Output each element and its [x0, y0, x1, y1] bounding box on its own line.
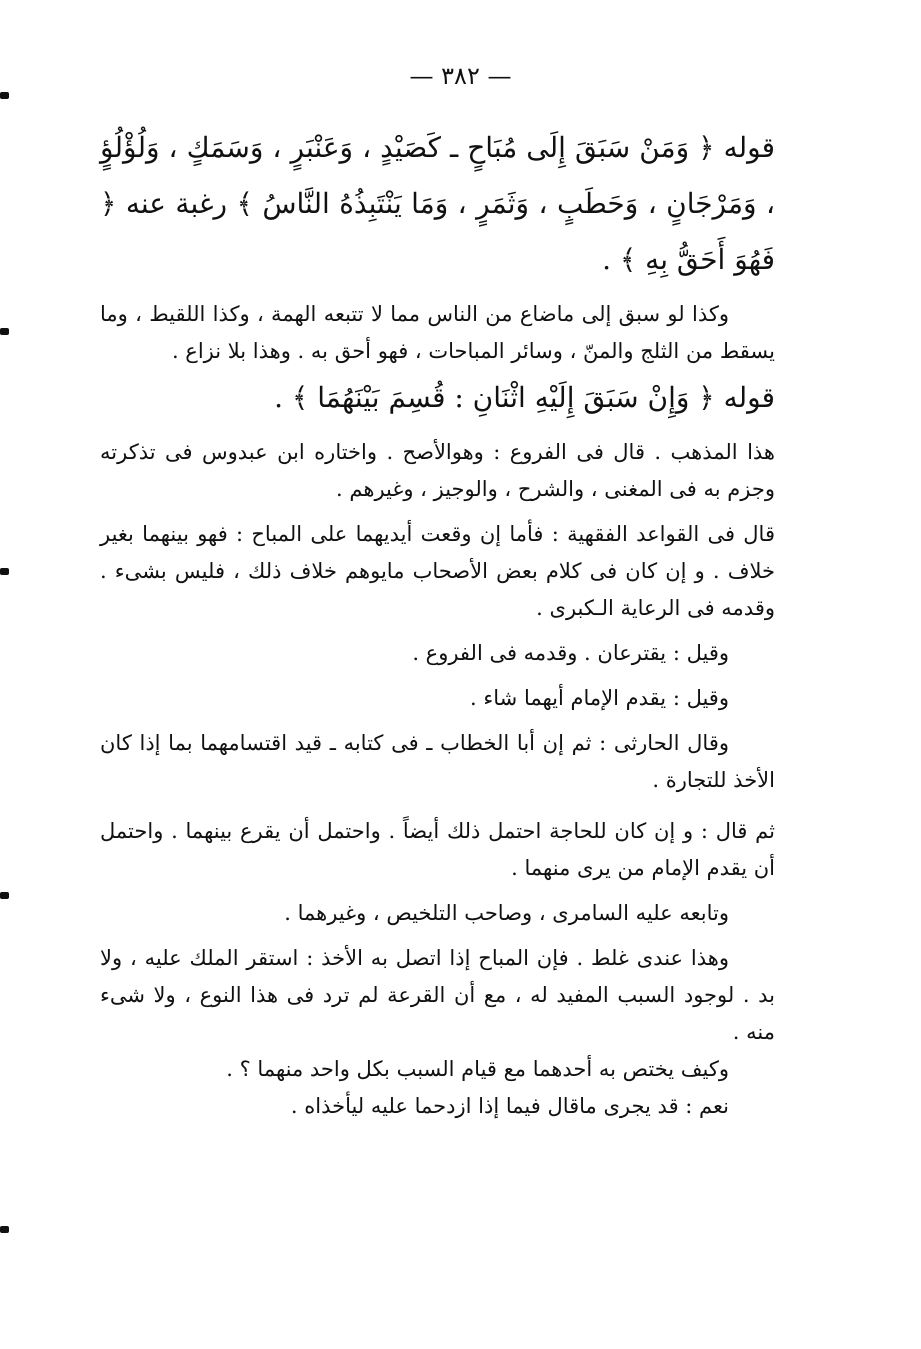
paragraph-quote-1: قوله ﴿ وَمَنْ سَبَقَ إِلَى مُبَاحٍ ـ كَصَيْدٍ ، وَعَنْبَرٍ ، وَسَمَكٍ ، وَلُؤْلُؤٍ ، وَمَرْجَانٍ ، وَحَطَبٍ ، وَثَمَرٍ ، وَمَا يَنْتَبِذُهُ النَّاسُ ﴾ رغبة عنه ﴿ فَهُوَ أَحَقُّ بِهِ ﴾ . — [100, 131, 775, 276]
paragraph-qila-1: وقيل : يقترعان . وقدمه فى الفروع . — [412, 641, 729, 665]
scan-edge-mark — [0, 328, 9, 335]
page-number: — ٣٨٢ — — [409, 62, 512, 90]
paragraph-quote-2: قوله ﴿ وَإِنْ سَبَقَ إِلَيْهِ اثْنَانِ : قُسِمَ بَيْنَهُمَا ﴾ . — [274, 381, 775, 414]
paragraph-tabiahu: وتابعه عليه السامرى ، وصاحب التلخيص ، وغيرهما . — [284, 901, 729, 925]
paragraph-naam: نعم : قد يجرى ماقال فيما إذا ازدحما عليه ليأخذاه . — [290, 1094, 729, 1118]
scan-edge-mark — [0, 92, 9, 99]
scan-edge-mark — [0, 1226, 9, 1233]
paragraph-qawaid: قال فى القواعد الفقهية : فأما إن وقعت أيديهما على المباح : فهو بينهما بغير خلاف . و إن كان فى كلام بعض الأصحاب مايوهم خلاف ذلك ، فليس بشىء . وقدمه فى الرعاية الـكبرى . — [100, 522, 775, 620]
scan-edge-mark — [0, 892, 9, 899]
scan-edge-mark — [0, 568, 9, 575]
paragraph-qila-2: وقيل : يقدم الإمام أيهما شاء . — [470, 686, 729, 710]
paragraph-kayfa: وكيف يختص به أحدهما مع قيام السبب بكل واحد منهما ؟ . — [226, 1057, 729, 1081]
paragraph-harithi: وقال الحارثى : ثم إن أبا الخطاب ـ فى كتابه ـ قيد اقتسامهما بما إذا كان الأخذ للتجارة . — [100, 731, 775, 792]
paragraph-madhhab: هذا المذهب . قال فى الفروع : وهوالأصح . واختاره ابن عبدوس فى تذكرته وجزم به فى المغنى ، والشرح ، والوجيز ، وغيرهم . — [100, 440, 775, 501]
paragraph-ghalat: وهذا عندى غلط . فإن المباح إذا اتصل به الأخذ : استقر الملك عليه ، ولا بد . لوجود السبب المفيد له ، مع أن القرعة لم ترد فى هذا النوع ، ولا شىء منه . — [100, 946, 775, 1044]
paragraph-thumma-qal: ثم قال : و إن كان للحاجة احتمل ذلك أيضاً . واحتمل أن يقرع بينهما . واحتمل أن يقدم الإمام من يرى منهما . — [100, 819, 775, 880]
page-body — [100, 120, 775, 1125]
paragraph-commentary-1: وكذا لو سبق إلى ماضاع من الناس مما لا تتبعه الهمة ، وكذا اللقيط ، وما يسقط من الثلج والمنّ ، وسائر المباحات ، فهو أحق به . وهذا بلا نزاع . — [100, 302, 775, 363]
